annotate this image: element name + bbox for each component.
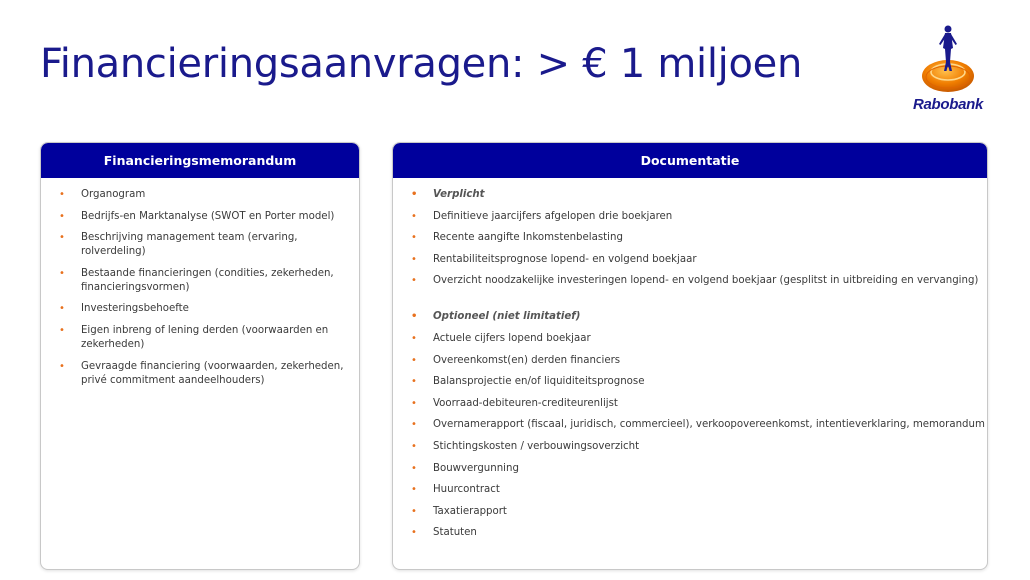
list-item: • Huurcontract: [411, 484, 500, 496]
bullet-icon: •: [411, 397, 417, 409]
list-item: • Definitieve jaarcijfers afgelopen drie boekjaren: [411, 210, 673, 222]
list-item: • Beschrijving management team (ervaring, rolverdeling): [59, 232, 298, 258]
bullet-icon: •: [411, 505, 417, 517]
bullet-icon: •: [59, 360, 65, 372]
list-item: • Bedrijfs-en Marktanalyse (SWOT en Porter model): [59, 210, 335, 222]
list-item: • Overnamerapport (fiscaal, juridisch, commercieel), verkoopovereenkomst, intentieverklaring, memorandum: [411, 419, 985, 431]
bullet-icon: •: [411, 232, 417, 244]
documentatie-list: [393, 178, 987, 540]
bullet-icon: •: [411, 311, 418, 323]
bullet-icon: •: [411, 275, 417, 287]
section-heading-verplicht: • Verplicht: [411, 189, 485, 200]
list-item: • Balansprojectie en/of liquiditeitsprognose: [411, 376, 645, 388]
list-item: • Investeringsbehoefte: [59, 303, 189, 315]
list-item: • Recente aangifte Inkomstenbelasting: [411, 232, 623, 244]
bullet-icon: •: [59, 267, 65, 279]
bullet-icon: •: [411, 332, 417, 344]
panel-header: Financieringsmemorandum: [41, 143, 359, 178]
bullet-icon: •: [411, 440, 417, 452]
bullet-icon: •: [59, 210, 65, 222]
rabobank-logo: [905, 22, 991, 118]
bullet-icon: •: [59, 324, 65, 336]
bullet-icon: •: [411, 376, 417, 388]
rabobank-logo-icon: [917, 22, 979, 94]
bullet-icon: •: [411, 354, 417, 366]
memorandum-list: [41, 178, 359, 388]
list-item: • Overeenkomst(en) derden financiers: [411, 354, 621, 366]
bullet-icon: •: [411, 462, 417, 474]
list-item: • Voorraad-debiteuren-crediteurenlijst: [411, 397, 618, 409]
bullet-icon: •: [59, 303, 65, 315]
page-title: Financieringsaanvragen: > € 1 miljoen: [40, 41, 803, 87]
documentatie-panel: [392, 142, 988, 570]
list-item: • Statuten: [411, 527, 477, 539]
financieringsmemorandum-panel: [40, 142, 360, 570]
list-item: • Bouwvergunning: [411, 462, 519, 474]
bullet-icon: •: [411, 253, 417, 265]
logo-text: Rabobank: [912, 96, 984, 113]
list-item: • Overzicht noodzakelijke investeringen lopend- en volgend boekjaar (gesplitst in uitbreiding en vervanging): [411, 275, 979, 287]
bullet-icon: •: [411, 189, 418, 200]
bullet-icon: •: [59, 189, 65, 200]
list-item: • Stichtingskosten / verbouwingsoverzicht: [411, 440, 640, 452]
bullet-icon: •: [59, 232, 65, 244]
list-item: • Bestaande financieringen (condities, zekerheden, financieringsvormen): [59, 267, 334, 293]
bullet-icon: •: [411, 419, 417, 431]
list-item: • Organogram: [59, 189, 146, 200]
bullet-icon: •: [411, 210, 417, 222]
section-heading-optioneel: • Optioneel (niet limitatief): [411, 311, 581, 323]
panel-header: Documentatie: [393, 143, 987, 178]
list-item: • Actuele cijfers lopend boekjaar: [411, 332, 591, 344]
bullet-icon: •: [411, 484, 417, 496]
list-item: • Eigen inbreng of lening derden (voorwaarden en zekerheden): [59, 324, 329, 350]
list-item: • Rentabiliteitsprognose lopend- en volgend boekjaar: [411, 253, 697, 265]
list-item: • Taxatierapport: [411, 505, 507, 517]
list-item: • Gevraagde financiering (voorwaarden, zekerheden, privé commitment aandeelhouders): [59, 360, 344, 386]
bullet-icon: •: [411, 527, 417, 539]
